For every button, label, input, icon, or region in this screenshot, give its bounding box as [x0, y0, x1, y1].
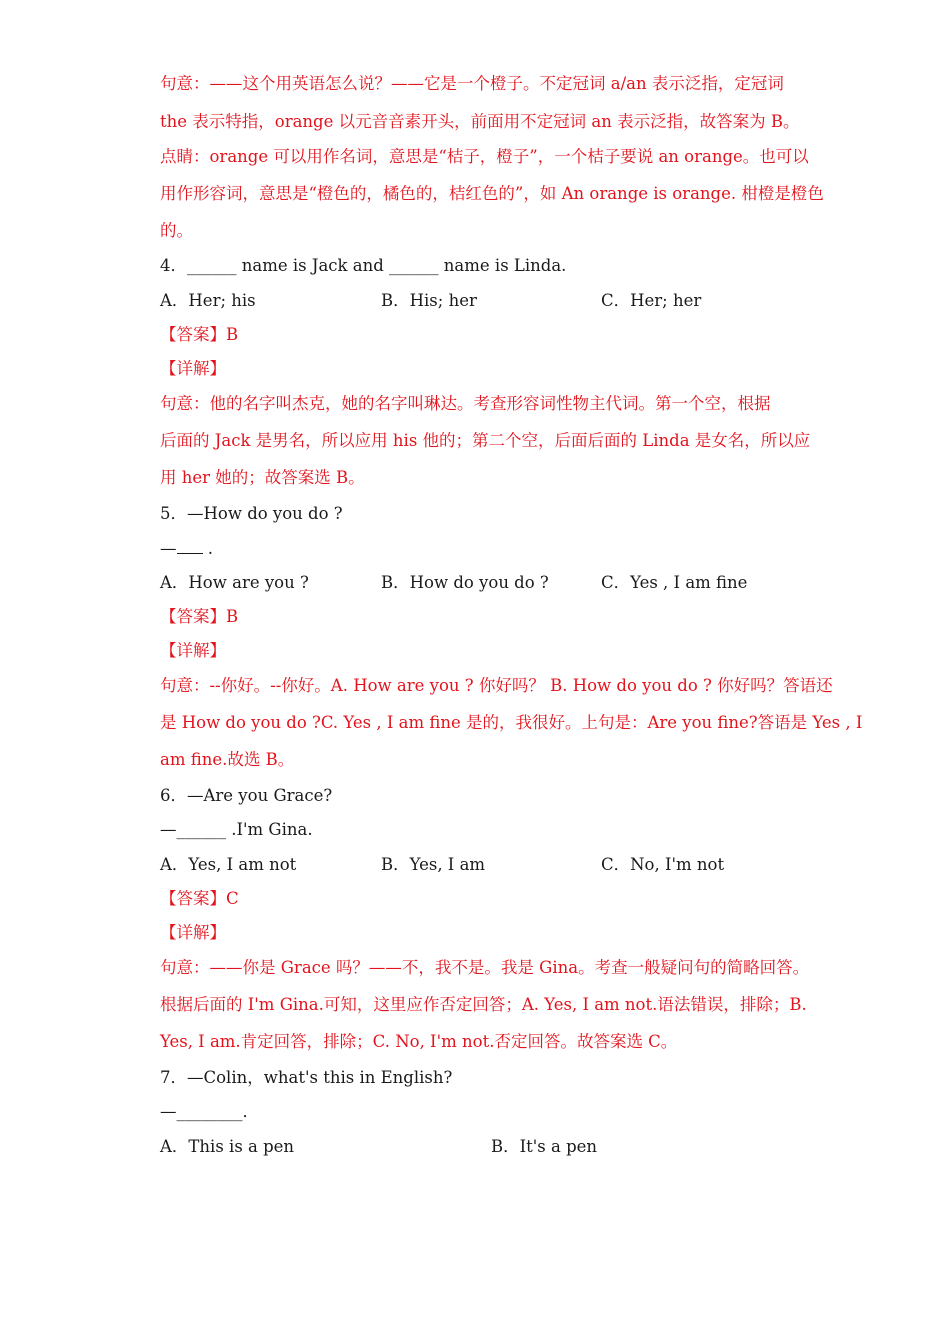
q5-detail-label: 【详解】 [160, 641, 226, 660]
q7-reply: —________． [160, 1102, 259, 1121]
q4-stem: 4．______ name is Jack and ______ name is Linda. [160, 256, 567, 275]
q7-stem: 7．—Colin，what's this in English? [160, 1068, 453, 1087]
q4-option-a: A．Her; his [160, 291, 256, 310]
q5-reply-prefix: — [160, 539, 177, 558]
q5-explain-line-3: am fine.故选 B。 [160, 750, 295, 769]
q6-detail-label: 【详解】 [160, 923, 226, 942]
q6-option-a: A．Yes, I am not [160, 855, 297, 874]
q3-tip-line-1: 点睛：orange 可以用作名词，意思是“桔子，橙子”，一个桔子要说 an orange。也可以 [160, 147, 809, 166]
q6-option-b: B．Yes, I am [381, 855, 486, 874]
q3-tip-line-3: 的。 [160, 221, 193, 240]
q5-explain-line-2: 是 How do you do ?C. Yes , I am fine 是的，我很好。上句是：Are you fine?答语是 Yes , I [160, 713, 863, 732]
q6-stem: 6．—Are you Grace? [160, 786, 333, 805]
q4-detail-label: 【详解】 [160, 359, 226, 378]
q5-stem: 5．—How do you do ? [160, 504, 343, 523]
q5-answer: 【答案】B [160, 607, 239, 626]
q6-answer: 【答案】C [160, 889, 239, 908]
q4-option-c: C．Her; her [601, 291, 702, 310]
q4-explain-line-2: 后面的 Jack 是男名，所以应用 his 他的；第二个空，后面后面的 Linda 是女名，所以应 [160, 431, 811, 450]
q3-explain-line-1: 句意：——这个用英语怎么说？——它是一个橙子。不定冠词 a/an 表示泛指，定冠词 [160, 74, 784, 93]
q4-explain-line-1: 句意：他的名字叫杰克，她的名字叫琳达。考查形容词性物主代词。第一个空，根据 [160, 394, 771, 413]
q4-answer: 【答案】B [160, 325, 239, 344]
q7-option-b: B．It's a pen [491, 1137, 598, 1156]
q6-option-c: C．No, I'm not [601, 855, 725, 874]
q7-option-a: A．This is a pen [160, 1137, 295, 1156]
q5-reply [160, 538, 213, 560]
q4-explain-line-3: 用 her 她的；故答案选 B。 [160, 468, 365, 487]
q5-option-b: B．How do you do ? [381, 573, 549, 592]
q5-explain-line-1: 句意：--你好。--你好。A. How are you ? 你好吗？ B. How do you do ? 你好吗？答语还 [160, 676, 833, 695]
q5-option-c: C．Yes , I am fine [601, 573, 748, 592]
q6-explain-line-2: 根据后面的 I'm Gina.可知，这里应作否定回答；A. Yes, I am not.语法错误，排除；B. [160, 995, 807, 1014]
q4-option-b: B．His; her [381, 291, 477, 310]
q6-explain-line-3: Yes, I am.肯定回答，排除；C. No, I'm not.否定回答。故答案选 C。 [160, 1032, 678, 1051]
q6-reply: —______ .I'm Gina. [160, 820, 313, 839]
q5-answer-blank [177, 539, 203, 554]
q3-explain-line-2: the 表示特指，orange 以元音音素开头，前面用不定冠词 an 表示泛指，故答案为 B。 [160, 112, 800, 131]
q3-tip-line-2: 用作形容词，意思是“橙色的，橘色的，桔红色的”，如 An orange is orange. 柑橙是橙色 [160, 184, 824, 203]
q5-reply-suffix: . [202, 539, 213, 558]
q6-explain-line-1: 句意：——你是 Grace 吗？——不，我不是。我是 Gina。考查一般疑问句的简略回答。 [160, 958, 810, 977]
q5-option-a: A．How are you ? [160, 573, 309, 592]
